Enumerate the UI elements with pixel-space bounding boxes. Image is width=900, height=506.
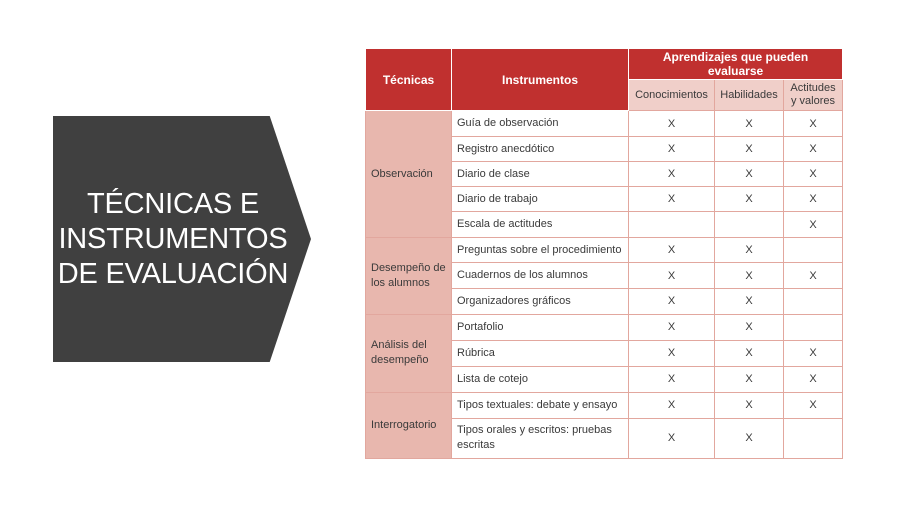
mark-cell: X <box>629 111 715 137</box>
slide-title: TÉCNICAS E INSTRUMENTOS DE EVALUACIÓN <box>57 187 289 290</box>
mark-cell: X <box>715 289 784 314</box>
mark-cell: X <box>784 392 843 418</box>
evaluation-table <box>365 48 843 459</box>
mark-cell: X <box>715 187 784 212</box>
mark-cell: X <box>715 263 784 289</box>
mark-cell: X <box>715 314 784 340</box>
instrumento-cell: Escala de actitudes <box>452 212 629 238</box>
mark-cell <box>784 289 843 314</box>
header-aprendizajes: Aprendizajes que pueden evaluarse <box>629 49 843 80</box>
mark-cell: X <box>629 187 715 212</box>
instrumento-cell: Organizadores gráficos <box>452 289 629 314</box>
header-actitudes: Actitudes y valores <box>784 80 843 111</box>
mark-cell: X <box>784 137 843 162</box>
table-row <box>366 314 843 340</box>
mark-cell: X <box>629 340 715 366</box>
instrumento-cell: Cuadernos de los alumnos <box>452 263 629 289</box>
header-tecnicas: Técnicas <box>366 49 452 111</box>
instrumento-cell: Tipos orales y escritos: pruebas escritas <box>452 418 629 458</box>
mark-cell: X <box>715 238 784 263</box>
mark-cell: X <box>715 111 784 137</box>
mark-cell: X <box>715 366 784 392</box>
table-row <box>366 111 843 137</box>
instrumento-cell: Diario de trabajo <box>452 187 629 212</box>
mark-cell: X <box>784 187 843 212</box>
mark-cell: X <box>784 340 843 366</box>
mark-cell <box>784 238 843 263</box>
mark-cell: X <box>715 392 784 418</box>
instrumento-cell: Diario de clase <box>452 162 629 187</box>
mark-cell <box>629 212 715 238</box>
mark-cell: X <box>784 366 843 392</box>
mark-cell: X <box>629 289 715 314</box>
header-conocimientos: Conocimientos <box>629 80 715 111</box>
header-instrumentos: Instrumentos <box>452 49 629 111</box>
mark-cell: X <box>715 340 784 366</box>
tecnica-cell: Interrogatorio <box>366 392 452 458</box>
instrumento-cell: Registro anecdótico <box>452 137 629 162</box>
mark-cell: X <box>629 314 715 340</box>
instrumento-cell: Preguntas sobre el procedimiento <box>452 238 629 263</box>
mark-cell: X <box>715 418 784 458</box>
table-row <box>366 392 843 418</box>
tecnica-cell: Observación <box>366 111 452 238</box>
instrumento-cell: Tipos textuales: debate y ensayo <box>452 392 629 418</box>
mark-cell: X <box>629 418 715 458</box>
mark-cell: X <box>629 238 715 263</box>
instrumento-cell: Rúbrica <box>452 340 629 366</box>
instrumento-cell: Lista de cotejo <box>452 366 629 392</box>
mark-cell: X <box>784 212 843 238</box>
mark-cell: X <box>629 366 715 392</box>
mark-cell: X <box>629 162 715 187</box>
mark-cell: X <box>629 263 715 289</box>
instrumento-cell: Guía de observación <box>452 111 629 137</box>
mark-cell: X <box>784 162 843 187</box>
mark-cell: X <box>784 111 843 137</box>
table-row <box>366 238 843 263</box>
tecnica-cell: Análisis del desempeño <box>366 314 452 392</box>
tecnica-cell: Desempeño de los alumnos <box>366 238 452 314</box>
instrumento-cell: Portafolio <box>452 314 629 340</box>
mark-cell <box>784 314 843 340</box>
mark-cell: X <box>629 137 715 162</box>
mark-cell <box>715 212 784 238</box>
header-habilidades: Habilidades <box>715 80 784 111</box>
mark-cell: X <box>715 137 784 162</box>
mark-cell: X <box>784 263 843 289</box>
mark-cell: X <box>715 162 784 187</box>
mark-cell: X <box>629 392 715 418</box>
mark-cell <box>784 418 843 458</box>
